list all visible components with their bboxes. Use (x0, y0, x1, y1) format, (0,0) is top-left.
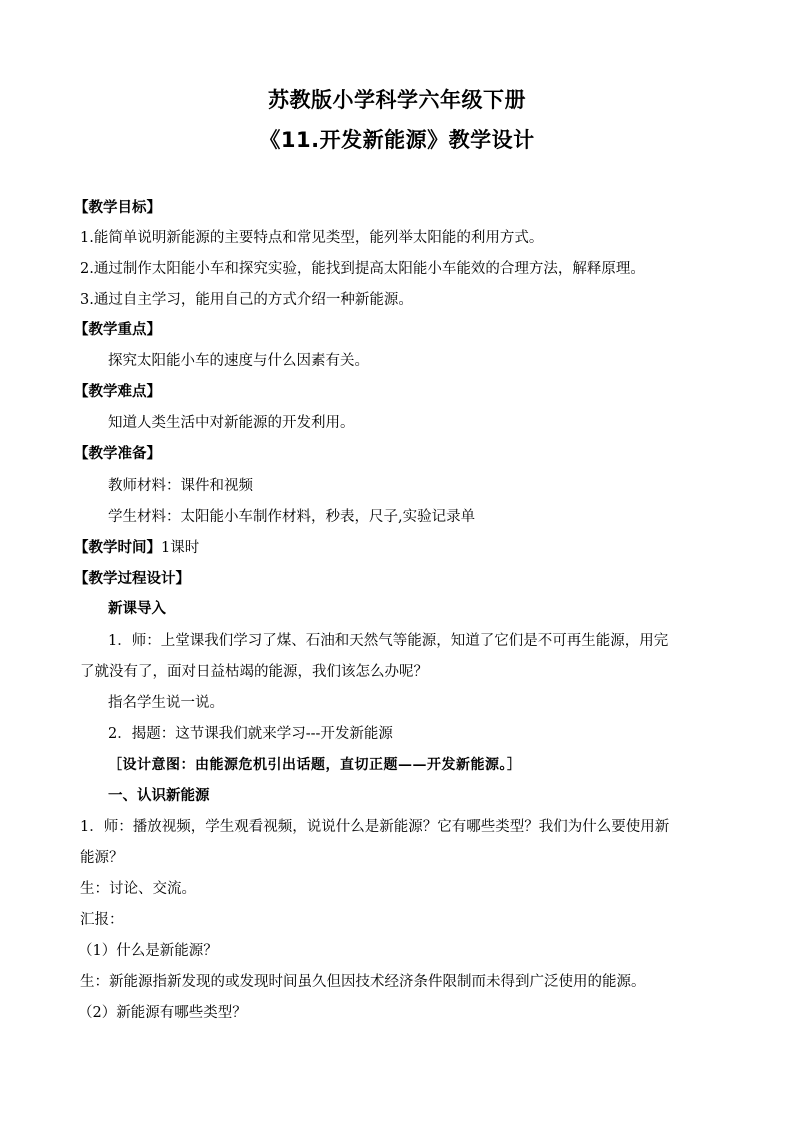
preparation-heading: 【教学准备】 (74, 446, 161, 462)
document-title-line2: 《11.开发新能源》教学设计 (259, 128, 535, 152)
difficulty-heading: 【教学难点】 (74, 384, 161, 400)
process-heading: 【教学过程设计】 (74, 571, 190, 587)
intro-student: 指名学生说一说。 (108, 695, 224, 711)
section1-question-line2: 能源？ (80, 850, 124, 866)
teaching-time (74, 538, 199, 558)
section1-heading: 一、认识新能源 (108, 788, 210, 804)
objective-item: 1.能简单说明新能源的主要特点和常见类型，能列举太阳能的利用方式。 (80, 230, 544, 246)
key-point-text: 探究太阳能小车的速度与什么因素有关。 (108, 353, 369, 369)
intro-item2: 2．揭题：这节课我们就来学习---开发新能源 (108, 726, 393, 742)
question-1: （1）什么是新能源？ (78, 943, 218, 959)
section1-question-line1: 1．师：播放视频，学生观看视频，说说什么是新能源？它有哪些类型？我们为什么要使用新 (80, 819, 670, 835)
answer-1: 生：新能源指新发现的或发现时间虽久但因技术经济条件限制而未得到广泛使用的能源。 (80, 974, 646, 990)
objective-item: 2.通过制作太阳能小车和探究实验，能找到提高太阳能小车能效的合理方法，解释原理。 (80, 261, 645, 277)
intro-item1-line2: 了就没有了，面对日益枯竭的能源，我们该怎么办呢？ (80, 664, 428, 680)
report-label: 汇报： (80, 912, 124, 928)
design-note: ［设计意图：由能源危机引出话题，直切正题——开发新能源。］ (108, 757, 522, 773)
question-2: （2）新能源有哪些类型？ (78, 1005, 247, 1021)
intro-item1-line1: 1．师：上堂课我们学习了煤、石油和天然气等能源，知道了它们是不可再生能源，用完 (108, 633, 669, 649)
key-point-heading: 【教学重点】 (74, 322, 161, 338)
teacher-materials: 教师材料：课件和视频 (108, 478, 253, 494)
section1-student: 生：讨论、交流。 (80, 881, 196, 897)
objectives-heading: 【教学目标】 (74, 200, 161, 216)
time-value: 1课时 (161, 540, 200, 556)
difficulty-text: 知道人类生活中对新能源的开发利用。 (108, 415, 355, 431)
objective-item: 3.通过自主学习，能用自己的方式介绍一种新能源。 (80, 292, 413, 308)
intro-heading: 新课导入 (108, 601, 166, 617)
time-heading: 【教学时间】 (74, 540, 161, 556)
student-materials: 学生材料：太阳能小车制作材料，秒表，尺子,实验记录单 (108, 509, 476, 525)
document-title-line1: 苏教版小学科学六年级下册 (268, 88, 526, 112)
